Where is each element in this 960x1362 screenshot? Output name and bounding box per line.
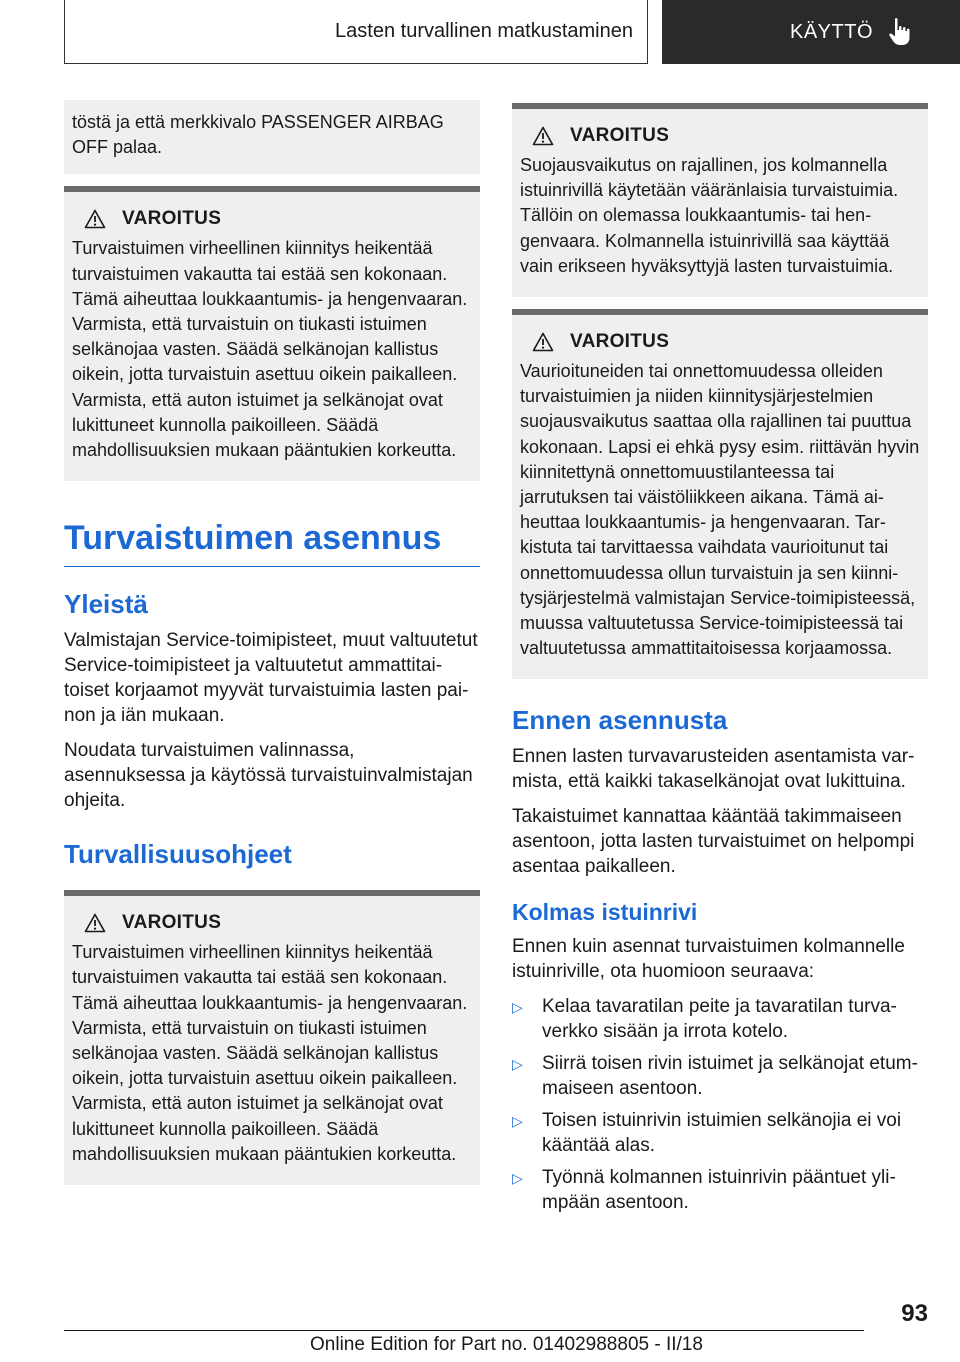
- triangle-bullet-icon: ▷: [512, 1056, 523, 1073]
- steps-list: [512, 994, 928, 1215]
- intro-box: [64, 100, 480, 174]
- section-heading: Turvaistuimen asennus: [64, 519, 480, 567]
- warning-box: [512, 103, 928, 297]
- right-column: [512, 103, 928, 1222]
- paragraph: Valmistajan Service-toimipisteet, muut valtuutetut Service-toimipisteet ja valtuutetut ammattitaitoiset korjaamot myyvät turvaistuimia lasten painon ja iän mukaan.: [64, 630, 478, 727]
- triangle-bullet-icon: ▷: [512, 999, 523, 1016]
- hand-pointer-icon: [887, 17, 913, 47]
- section-tab: [662, 0, 960, 64]
- footer-divider: [64, 1330, 864, 1331]
- subheading-general: Yleistä: [64, 589, 148, 620]
- chapter-header: [64, 0, 648, 64]
- warning-title: VAROITUS: [122, 912, 222, 934]
- warning-triangle-icon: [532, 332, 554, 352]
- subheading-safety: Turvallisuusohjeet: [64, 839, 292, 870]
- triangle-bullet-icon: ▷: [512, 1170, 523, 1187]
- warning-title: VAROITUS: [570, 125, 670, 146]
- paragraph: Ennen lasten turvavarusteiden asentamista varmista, että kaikki takaselkänojat ovat lukittuina.: [512, 746, 915, 793]
- page-number: 93: [901, 1300, 928, 1327]
- warning-text: Suojausvaikutus on rajallinen, jos kolmannella istuinrivillä käytetään vääränlaisia turvaistuimia. Tällöin on olemassa loukkaantumis- tai hengenvaara. Kolmannella istuinrivillä saa käyttää vain erikseen hyväksyttyjä lasten turvaistuimia.: [520, 155, 899, 276]
- warning-text: Turvaistuimen virheellinen kiinnitys heikentää turvaistuimen vakautta tai estää sen kokonaan. Tämä aiheuttaa loukkaantumis- ja hengenvaaran. Varmista, että turvaistuin on tiukasti istuimen selkänojaa vasten. Säädä selkänojan kallistus oikein, jotta turvaistuin asettuu oikein paikalleen. Varmista, että auton istuimet ja selkänojat ovat lukittuneet kunnolla paikoilleen. Säädä mahdollisuuksien mukaan pääntukien korkeutta.: [72, 942, 468, 1164]
- chapter-title: Lasten turvallinen matkustaminen: [335, 20, 633, 42]
- warning-triangle-icon: [532, 126, 554, 146]
- section-title: KÄYTTÖ: [790, 20, 874, 43]
- list-item: ▷ Työnnä kolmannen istuinrivin pääntuet ylimpään asentoon.: [512, 1167, 896, 1214]
- warning-title: VAROITUS: [570, 331, 670, 353]
- warning-title: VAROITUS: [122, 208, 222, 230]
- warning-box: [512, 309, 928, 679]
- list-item: ▷ Kelaa tavaratilan peite ja tavaratilan turvaverkko sisään ja irrota kotelo.: [512, 996, 897, 1043]
- list-item: ▷ Toisen istuinrivin istuimien selkänojia ei voi kääntää alas.: [512, 1110, 902, 1157]
- warning-box: [64, 890, 480, 1185]
- footer-edition: Online Edition for Part no. 01402988805 - II/18: [310, 1334, 703, 1355]
- paragraph: Takaistuimet kannattaa kääntää takimmaiseen asentoon, jotta lasten turvaistuimet on helpompi asentaa paikalleen.: [512, 806, 915, 878]
- warning-triangle-icon: [84, 209, 106, 229]
- warning-text: Vaurioituneiden tai onnettomuudessa olleiden turvaistuimien ja niiden kiinnitysjärjestelmien suojausvaikutus saattaa olla rajallinen tai puuttua kokonaan. Lapsi ei ehkä pysy esim. riittävän hyvin kiinnitettynä onnettomuustilanteessa tai jarrutuksen tai väistöliikkeen aikana. Tämä aiheuttaa loukkaantumis- ja hengenvaaran. Tarkistuta tai tarvittaessa vaihdata vaurioitunut tai onnettomuudessa ollun turvaistuin ja sen kiinnitysjärjestelmä valmistajan Service-toimipisteessä, muussa valtuutetussa Service-toimipisteessä tai valtuutetussa ammattitaitoisessa korjaamossa.: [520, 361, 920, 659]
- warning-triangle-icon: [84, 913, 106, 933]
- triangle-bullet-icon: ▷: [512, 1113, 523, 1130]
- paragraph: Noudata turvaistuimen valinnassa, asennuksessa ja käytössä turvaistuinvalmistajan ohjeita.: [64, 740, 473, 812]
- intro-text: töstä ja että merkkivalo PASSENGER AIRBAG OFF palaa.: [72, 112, 444, 158]
- subheading-before-install: Ennen asennusta: [512, 705, 728, 736]
- warning-text: Turvaistuimen virheellinen kiinnitys heikentää turvaistuimen vakautta tai estää sen kokonaan. Tämä aiheuttaa loukkaantumis- ja hengenvaaran. Varmista, että turvaistuin on tiukasti istuimen selkänojaa vasten. Säädä selkänojan kallistus oikein, jotta turvaistuin asettuu oikein paikalleen. Varmista, että auton istuimet ja selkänojat ovat lukittuneet kunnolla paikoilleen. Säädä mahdollisuuksien mukaan pääntukien korkeutta.: [72, 238, 468, 461]
- subheading-third-row: Kolmas istuinrivi: [512, 899, 698, 926]
- list-item: ▷ Siirrä toisen rivin istuimet ja selkänojat etummaiseen asentoon.: [512, 1053, 918, 1100]
- left-column: [64, 100, 480, 1185]
- paragraph: Ennen kuin asennat turvaistuimen kolmannelle istuinriville, ota huomioon seuraava:: [512, 936, 905, 983]
- warning-box: [64, 186, 480, 481]
